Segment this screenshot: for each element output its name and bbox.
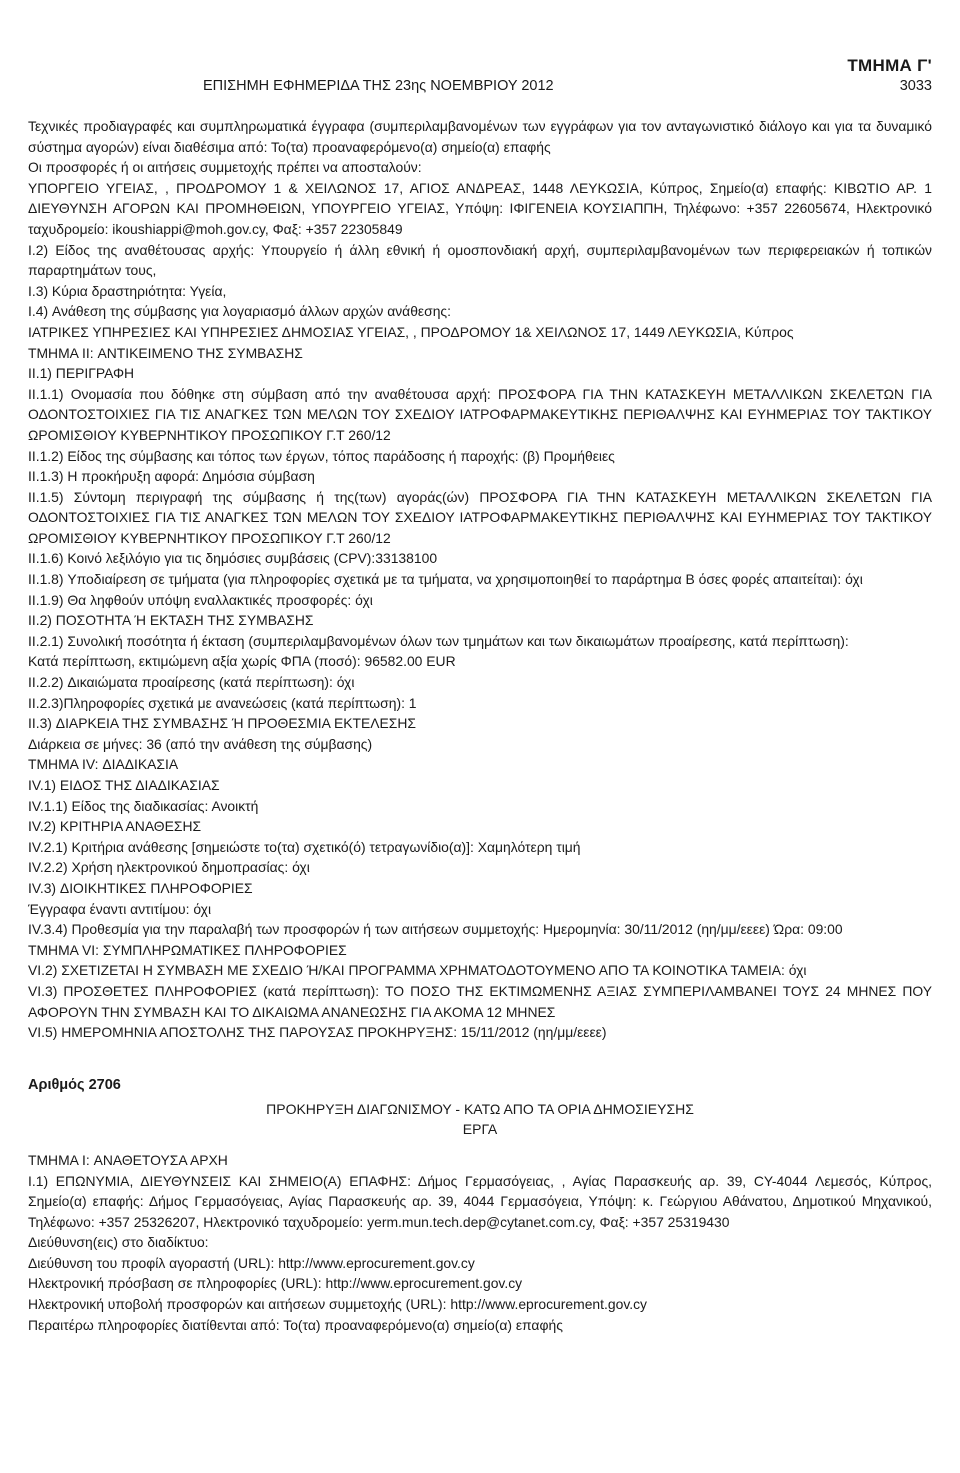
paragraph: II.1.1) Ονομασία που δόθηκε στη σύμβαση από την αναθέτουσα αρχή: ΠΡΟΣΦΟΡΑ ΓΙΑ ΤΗΝ ΚΑΤΑΣΚΕΥΗ ΜΕΤΑΛΛΙΚΩΝ ΣΚΕΛΕΤΩΝ ΓΙΑ ΟΔΟΝΤΟΣΤΟΙΧΙΕΣ ΓΙΑ ΤΙΣ ΑΝΑΓΚΕΣ ΤΩΝ ΜΕΛΩΝ ΤΟΥ ΣΧΕΔΙΟΥ ΙΑΤΡΟΦΑΡΜΑΚΕΥΤΙΚΗΣ ΠΕΡΙΘΑΛΨΗΣ ΚΑΙ ΕΥΗΜΕΡΙΑΣ ΤΟΥ ΤΑΚΤΙΚΟΥ ΩΡΟΜΙΣΘΙΟΥ ΚΥΒΕΡΝΗΤΙΚΟΥ ΠΡΟΣΩΠΙΚΟΥ Γ.Τ 260/12 — [28, 385, 932, 443]
paragraph: VI.3) ΠΡΟΣΘΕΤΕΣ ΠΛΗΡΟΦΟΡΙΕΣ (κατά περίπτωση): ΤΟ ΠΟΣΟ ΤΗΣ ΕΚΤΙΜΩΜΕΝΗΣ ΑΞΙΑΣ ΣΥΜΠΕΡΙΛΑΜΒΑΝΕΙ ΤΟΥΣ 24 ΜΗΝΕΣ ΠΟΥ ΑΦΟΡΟΥΝ ΤΗΝ ΣΥΜΒΑΣΗ ΚΑΙ ΤΟ ΔΙΚΑΙΩΜΑ ΑΝΑΝΕΩΣΗΣ ΓΙΑ ΑΚΟΜΑ 12 ΜΗΝΕΣ — [28, 982, 932, 1020]
paragraph: Τεχνικές προδιαγραφές και συμπληρωματικά έγγραφα (συμπεριλαμβανομένων των εγγράφων για τον ανταγωνιστικό διάλογο και για τα δυναμικό σύστημα αγορών) είναι διαθέσιμα από: Το(τα) προαναφερόμενο(α) σημείο(α) επαφής — [28, 118, 932, 155]
paragraph: I.2) Είδος της αναθέτουσας αρχής: Υπουργείο ή άλλη εθνική ή ομοσπονδιακή αρχή, συμπεριλαμβανομένων των περιφερειακών ή τοπικών παραρτημάτων τους, — [28, 241, 932, 279]
gazette-title: ΕΠΙΣΗΜΗ ΕΦΗΜΕΡΙΔΑ ΤΗΣ 23ης ΝΟΕΜΒΡΙΟΥ 2012 — [203, 78, 554, 94]
paragraph: II.1.8) Υποδιαίρεση σε τμήματα (για πληροφορίες σχετικά με τα τμήματα, να χρησιμοποιηθεί το παράρτημα Β όσες φορές απαιτείται): όχι — [28, 571, 863, 588]
paragraph: Έγγραφα έναντι αντιτίμου: όχι — [28, 900, 212, 917]
section-heading: ΤΜΗΜΑ IV: ΔΙΑΔΙΚΑΣΙΑ — [28, 756, 179, 773]
paragraph: Διεύθυνση(εις) στο διαδίκτυο: — [28, 1234, 209, 1251]
paragraph: IV.1.1) Είδος της διαδικασίας: Ανοικτή — [28, 797, 259, 814]
notice-title: ΠΡΟΚΗΡΥΞΗ ΔΙΑΓΩΝΙΣΜΟΥ - ΚΑΤΩ ΑΠΟ ΤΑ ΟΡΙΑ ΔΗΜΟΣΙΕΥΣΗΣ — [266, 1100, 694, 1117]
paragraph: ΥΠΟΡΓΕΙΟ ΥΓΕΙΑΣ, , ΠΡΟΔΡΟΜΟΥ 1 & ΧΕΙΛΩΝΟΣ 17, ΑΓΙΟΣ ΑΝΔΡΕΑΣ, 1448 ΛΕΥΚΩΣΙΑ, Κύπρος, Σημείο(α) επαφής: ΚΙΒΩΤΙΟ ΑΡ. 1 ΔΙΕΥΘΥΝΣΗ ΑΓΟΡΩΝ ΚΑΙ ΠΡΟΜΗΘΕΙΩΝ, ΥΠΟΥΡΓΕΙΟ ΥΓΕΙΑΣ, Υπόψη: ΙΦΙΓΕΝΕΙΑ ΚΟΥΣΙΑΠΠΗ, Τηλέφωνο: +357 22605674, Ηλεκτρονικό ταχυδρομείο: ikoushiappi@moh.gov.cy, Φαξ: +357 22305849 — [28, 179, 932, 237]
paragraph: II.1.2) Είδος της σύμβασης και τόπος των έργων, τόπος παράδοσης ή παροχής: (β) Προμήθειες — [28, 447, 615, 464]
paragraph: IV.3.4) Προθεσμία για την παραλαβή των προσφορών ή των αιτήσεων συμμετοχής: Ημερομηνία: 30/11/2012 (ηη/μμ/εεεε) Ώρα: 09:00 — [28, 921, 843, 938]
paragraph: II.1.9) Θα ληφθούν υπόψη εναλλακτικές προσφορές: όχι — [28, 591, 373, 608]
tender-notice-continued — [28, 116, 932, 1043]
paragraph: II.1.6) Κοινό λεξιλόγιο για τις δημόσιες συμβάσεις (CPV):33138100 — [28, 550, 438, 567]
page-header — [28, 78, 932, 104]
section-heading: ΤΜΗΜΑ I: ΑΝΑΘΕΤΟΥΣΑ ΑΡΧΗ — [28, 1151, 228, 1168]
section-heading: ΤΜΗΜΑ II: ΑΝΤΙΚΕΙΜΕΝΟ ΤΗΣ ΣΥΜΒΑΣΗΣ — [28, 344, 303, 361]
notice-body — [28, 1150, 932, 1335]
paragraph: ΙΑΤΡΙΚΕΣ ΥΠΗΡΕΣΙΕΣ ΚΑΙ ΥΠΗΡΕΣΙΕΣ ΔΗΜΟΣΙΑΣ ΥΓΕΙΑΣ, , ΠΡΟΔΡΟΜΟΥ 1& ΧΕΙΛΩΝΟΣ 17, 1449 ΛΕΥΚΩΣΙΑ, Κύπρος — [28, 323, 794, 340]
section-heading: ΤΜΗΜΑ VI: ΣΥΜΠΛΗΡΩΜΑΤΙΚΕΣ ΠΛΗΡΟΦΟΡΙΕΣ — [28, 941, 347, 958]
paragraph: II.2.2) Δικαιώματα προαίρεσης (κατά περίπτωση): όχι — [28, 674, 355, 691]
paragraph: IV.1) ΕΙΔΟΣ ΤΗΣ ΔΙΑΔΙΚΑΣΙΑΣ — [28, 777, 220, 793]
paragraph: II.2.3)Πληροφορίες σχετικά με ανανεώσεις (κατά περίπτωση): 1 — [28, 694, 417, 711]
paragraph: II.2) ΠΟΣΟΤΗΤΑ Ή ΕΚΤΑΣΗ ΤΗΣ ΣΥΜΒΑΣΗΣ — [28, 612, 314, 629]
paragraph: Διεύθυνση του προφίλ αγοραστή (URL): http://www.eprocurement.gov.cy — [28, 1254, 475, 1271]
paragraph: VI.2) ΣΧΕΤΙΖΕΤΑΙ Η ΣΥΜΒΑΣΗ ΜΕ ΣΧΕΔΙΟ Ή/ΚΑΙ ΠΡΟΓΡΑΜΜΑ ΧΡΗΜΑΤΟΔΟΤΟΥΜΕΝΟ ΑΠΟ ΤΑ ΚΟΙΝΟΤΙΚΑ ΤΑΜΕΙΑ: όχι — [28, 962, 807, 979]
paragraph: Διάρκεια σε μήνες: 36 (από την ανάθεση της σύμβασης) — [28, 735, 373, 752]
tender-notice-2706 — [28, 1077, 932, 1336]
page-number: 3033 — [899, 78, 932, 94]
paragraph: Ηλεκτρονική υποβολή προσφορών και αιτήσεων συμμετοχής (URL): http://www.eprocurement.gov.cy — [28, 1296, 647, 1313]
paragraph: IV.2) ΚΡΙΤΗΡΙΑ ΑΝΑΘΕΣΗΣ — [28, 818, 202, 835]
paragraph: II.1.3) Η προκήρυξη αφορά: Δημόσια σύμβαση — [28, 468, 315, 485]
paragraph: II.1.5) Σύντομη περιγραφή της σύμβασης ή της(των) αγοράς(ών) ΠΡΟΣΦΟΡΑ ΓΙΑ ΤΗΝ ΚΑΤΑΣΚΕΥΗ ΜΕΤΑΛΛΙΚΩΝ ΣΚΕΛΕΤΩΝ ΓΙΑ ΟΔΟΝΤΟΣΤΟΙΧΙΕΣ ΓΙΑ ΤΙΣ ΑΝΑΓΚΕΣ ΤΩΝ ΜΕΛΩΝ ΤΟΥ ΣΧΕΔΙΟΥ ΙΑΤΡΟΦΑΡΜΑΚΕΥΤΙΚΗΣ ΠΕΡΙΘΑΛΨΗΣ ΚΑΙ ΕΥΗΜΕΡΙΑΣ ΤΟΥ ΤΑΚΤΙΚΟΥ ΩΡΟΜΙΣΘΙΟΥ ΚΥΒΕΡΝΗΤΙΚΟΥ ΠΡΟΣΩΠΙΚΟΥ Γ.Τ 260/12 — [28, 488, 932, 546]
paragraph: IV.2.1) Κριτήρια ανάθεσης [σημειώστε το(τα) σχετικό(ό) τετραγωνίδιο(α)]: Χαμηλότερη τιμή — [28, 838, 581, 855]
paragraph: II.1) ΠΕΡΙΓΡΑΦΗ — [28, 365, 135, 382]
paragraph: II.3) ΔΙΑΡΚΕΙΑ ΤΗΣ ΣΥΜΒΑΣΗΣ Ή ΠΡΟΘΕΣΜΙΑ ΕΚΤΕΛΕΣΗΣ — [28, 715, 417, 732]
paragraph: VI.5) ΗΜΕΡΟΜΗΝΙΑ ΑΠΟΣΤΟΛΗΣ ΤΗΣ ΠΑΡΟΥΣΑΣ ΠΡΟΚΗΡΥΞΗΣ: 15/11/2012 (ηη/μμ/εεεε) — [28, 1024, 607, 1041]
paragraph: I.3) Κύρια δραστηριότητα: Υγεία, — [28, 282, 227, 299]
paragraph: Οι προσφορές ή οι αιτήσεις συμμετοχής πρέπει να αποσταλούν: — [28, 159, 422, 176]
paragraph: Ηλεκτρονική πρόσβαση σε πληροφορίες (URL): http://www.eprocurement.gov.cy — [28, 1275, 523, 1292]
section-label: ΤΜΗΜΑ Γ' — [847, 56, 932, 75]
paragraph: IV.3) ΔΙΟΙΚΗΤΙΚΕΣ ΠΛΗΡΟΦΟΡΙΕΣ — [28, 879, 253, 896]
paragraph: Κατά περίπτωση, εκτιμώμενη αξία χωρίς ΦΠΑ (ποσό): 96582.00 EUR — [28, 653, 456, 670]
paragraph: II.2.1) Συνολική ποσότητα ή έκταση (συμπεριλαμβανομένων όλων των τμημάτων και των δικαιωμάτων προαίρεσης, κατά περίπτωση): — [28, 632, 849, 649]
notice-number: Αριθμός 2706 — [28, 1076, 121, 1093]
paragraph: IV.2.2) Χρήση ηλεκτρονικού δημοπρασίας: όχι — [28, 859, 310, 876]
paragraph: Περαιτέρω πληροφορίες διατίθενται από: Το(τα) προαναφερόμενο(α) σημείο(α) επαφής — [28, 1316, 563, 1333]
notice-subtitle: ΕΡΓΑ — [462, 1121, 498, 1138]
paragraph: I.1) ΕΠΩΝΥΜΙΑ, ΔΙΕΥΘΥΝΣΕΙΣ ΚΑΙ ΣΗΜΕΙΟ(Α) ΕΠΑΦΗΣ: Δήμος Γερμασόγειας, , Αγίας Παρασκευής αρ. 39, CY-4044 Λεμεσός, Κύπρος, Σημείο(α) επαφής: Δήμος Γερμασόγειας, Αγίας Παρασκευής αρ. 39, 4044 Γερμασόγεια, Υπόψη: κ. Γεώργιου Αθάνατου, Δημοτικού Μηχανικού, Τηλέφωνο: +357 25326207, Ηλεκτρονικό ταχυδρομείο: yerm.mun.tech.dep@cytanet.com.cy, Φαξ: +357 25319430 — [28, 1172, 932, 1230]
paragraph: I.4) Ανάθεση της σύμβασης για λογαριασμό άλλων αρχών ανάθεσης: — [28, 303, 451, 320]
